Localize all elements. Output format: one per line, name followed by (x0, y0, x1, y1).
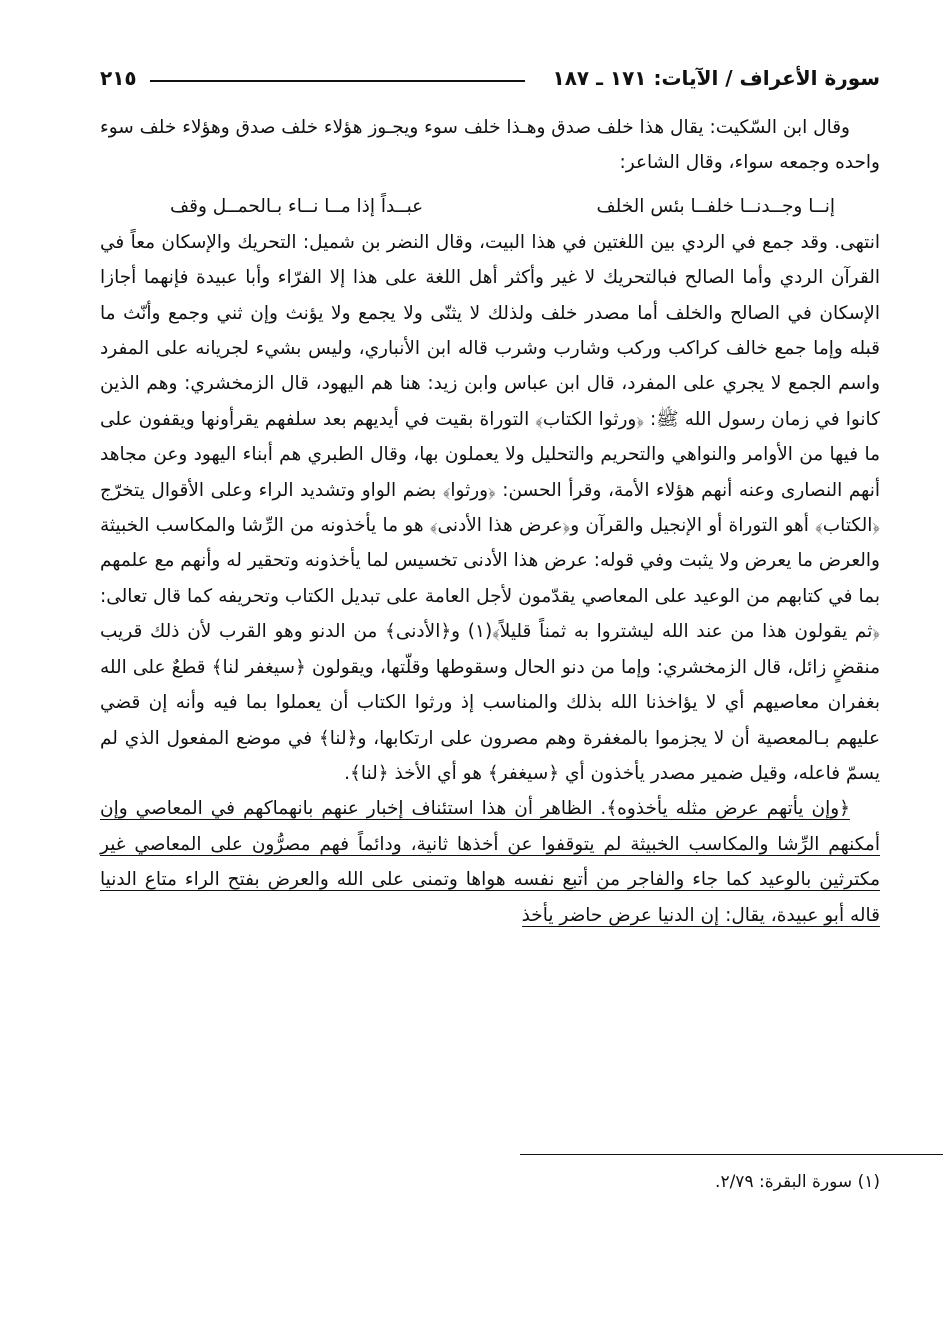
running-header (100, 58, 880, 98)
header-rule (150, 80, 525, 82)
verse-first-hemistich: إنــا وجــدنــا خلفــا بئس الخلف (596, 195, 835, 217)
document-page (100, 58, 880, 933)
paragraph-2: انتهى. وقد جمع في الردي بين اللغتين في هذا البيت، وقال النضر بن شميل: التحريك والإسكان معاً في القرآن الردي وأما الصالح فبالتحريك لا غير وأكثر أهل اللغة على هذا إلا الفرّاء وأبا عبيدة فإنهما أجازا الإسكان في الصالح والخلف أما مصدر خلف ولذلك لا يثنّى ولا يجمع ولا يؤنث وإن ثني وجمع وأنّث ما قبله وإما جمع خالف كراكب وركب وشارب وشرب قاله ابن الأنباري، وليس بشيء لجريانه على المفرد واسم الجمع لا يجري على المفرد، قال ابن عباس وابن زيد: هنا هم اليهود، قال الزمخشري: وهم الذين كانوا في زمان رسول الله ﷺ: ﴿ورثوا الكتاب﴾ التوراة بقيت في أيديهم بعد سلفهم يقرأونها ويقفون على ما فيها من الأوامر والنواهي والتحريم والتحليل ولا يعملون بها، وقال الطبري هم أبناء اليهود وعن مجاهد أنهم النصارى وعنه أنهم هؤلاء الأمة، وقرأ الحسن: ﴿ورثوا﴾ بضم الواو وتشديد الراء وعلى الأقوال يتخرّج ﴿الكتاب﴾ أهو التوراة أو الإنجيل والقرآن و﴿عرض هذا الأدنى﴾ هو ما يأخذونه من الرِّشا والمكاسب الخبيثة والعرض ما يعرض ولا يثبت وفي قوله: عرض هذا الأدنى تخسيس لما يأخذونه وتحقير له وأنهم مع علمهم بما في كتابهم من الوعيد على المعاصي يقدّمون لأجل العامة على تبديل الكتاب وتحريفه كما قال تعالى: ﴿ثم يقولون هذا من عند الله ليشتروا به ثمناً قليلاً﴾(١) و﴿الأدنى﴾ من الدنو وهو القرب لأن ذلك قريب منقضٍ زائل، قال الزمخشري: وإما من دنو الحال وسقوطها وقلّتها، ويقولون ﴿سيغفر لنا﴾ قطعٌ على الله بغفران معاصيهم أي لا يؤاخذنا الله بذلك والمناسب إذ ورثوا الكتاب أن يعملوا بما فيه وأنه إن قضي عليهم بـالمعصية أن لا يجزموا بالمغفرة وهم مصرون على ارتكابها، و﴿لنا﴾ في موضع المفعول الذي لم يسمّ فاعله، وقيل ضمير مصدر يأخذون أي ﴿سيغفر﴾ هو أي الأخذ ﴿لنا﴾. (100, 231, 880, 784)
page-number: ٢١٥ (100, 66, 143, 90)
paragraph-3-text: ﴿وإن يأتهم عرض مثله يأخذوه﴾. الظاهر أن هذا استئناف إخبار عنهم بانهماكهم في المعاصي وإن أمكنهم الرِّشا والمكاسب الخبيثة لم يتوقفوا عن أخذها ثانية، ودائماً فهم مصرُّون على المعاصي غير مكترثين بالوعيد كما جاء والفاجر من أتبع نفسه هواها وتمنى على الله والعرض بفتح الراء متاع الدنيا قاله أبو عبيدة، يقال: إن الدنيا عرض حاضر يأخذ (100, 798, 880, 926)
poetry-verse (100, 181, 880, 225)
footnote-rule (520, 1154, 943, 1155)
header-title: سورة الأعراف / الآيات: ١٧١ ـ ١٨٧ (546, 66, 880, 90)
verse-second-hemistich: عبــداً إذا مــا نــاء بـالحمــل وقف (170, 195, 424, 217)
paragraph-1: وقال ابن السّكيت: يقال هذا خلف صدق وهـذا خلف سوء ويجـوز هؤلاء خلف صدق وهؤلاء خلف سوء واحده وجمعه سواء، وقال الشاعر: (100, 117, 880, 174)
body-text (100, 110, 880, 933)
footnote: (١) سورة البقرة: ٢/٧٩. (715, 1172, 880, 1192)
paragraph-3 (100, 791, 880, 933)
